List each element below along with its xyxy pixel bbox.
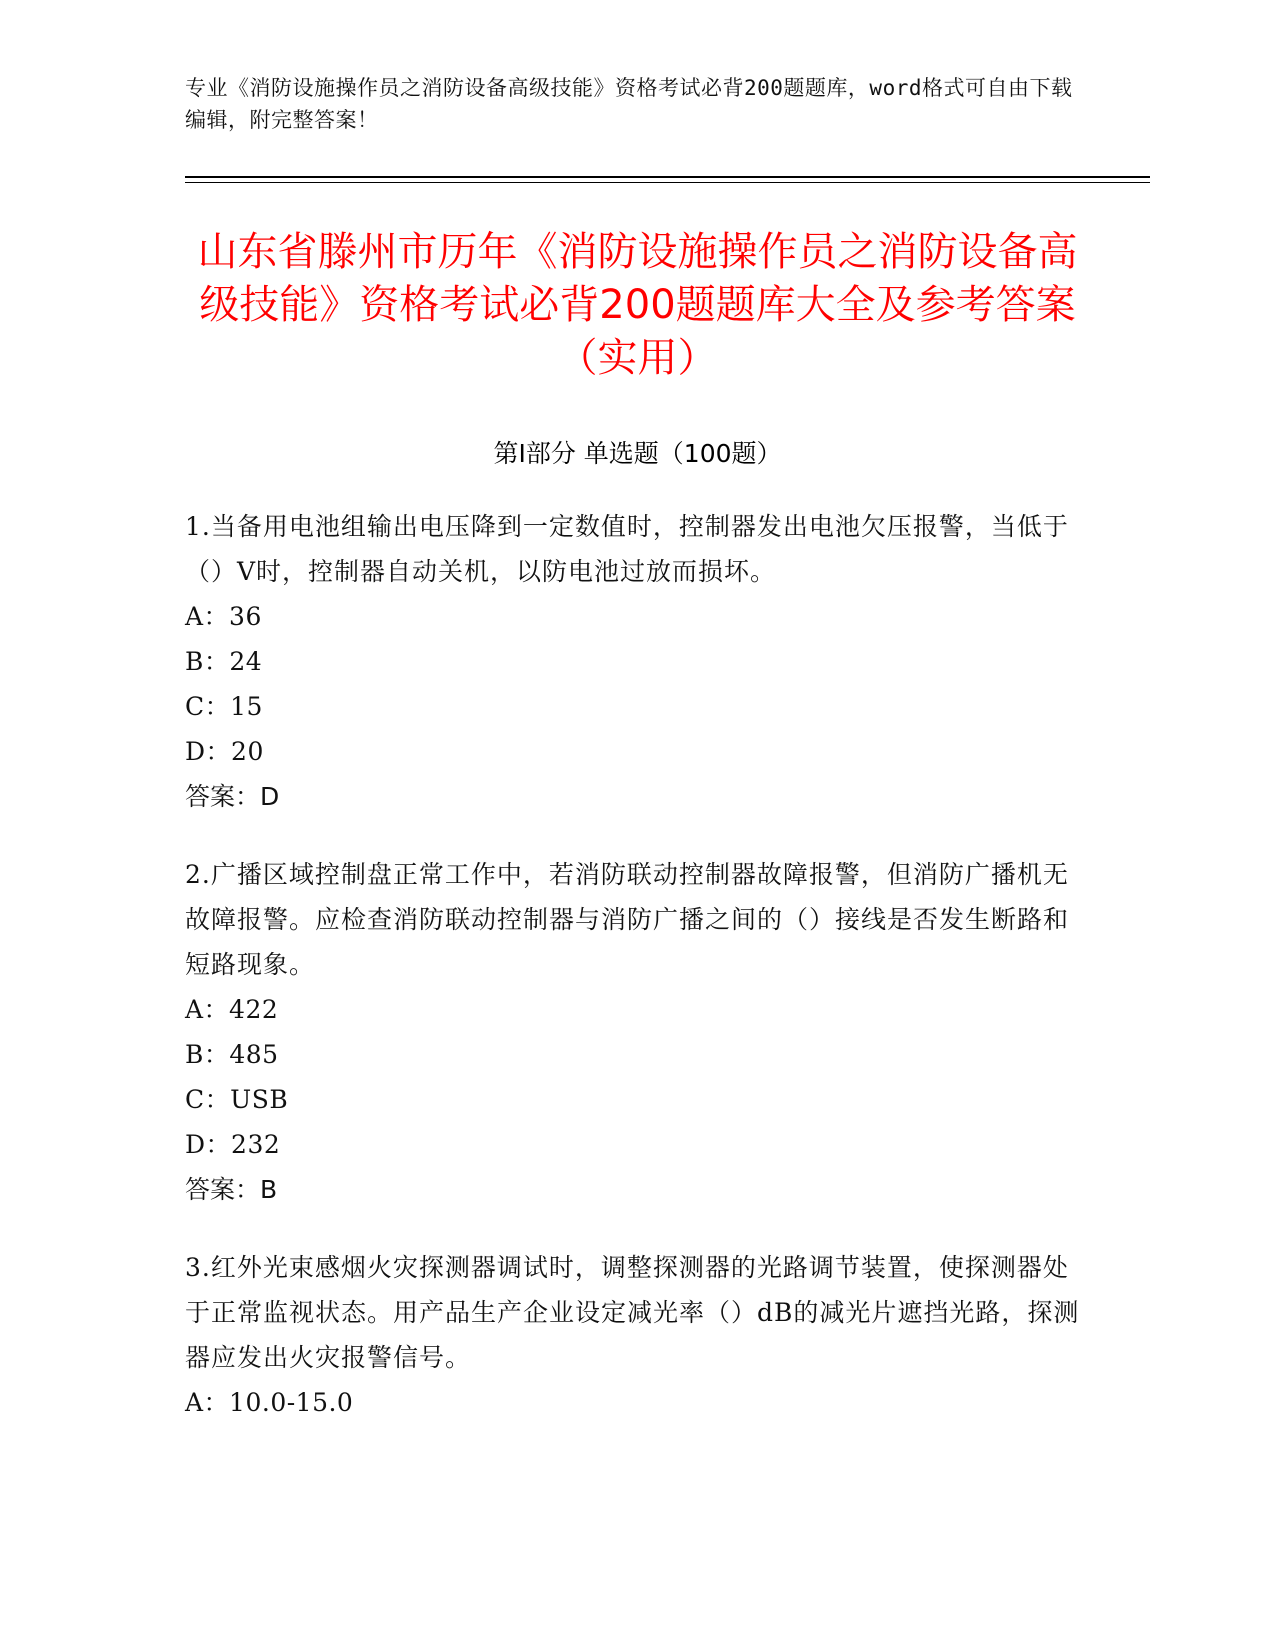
- option-a: A：10.0-15.0: [185, 1388, 354, 1417]
- header-note: 专业《消防设施操作员之消防设备高级技能》资格考试必背200题题库，word格式可自由下载编辑，附完整答案！: [185, 76, 1073, 132]
- question-text: 1.当备用电池组输出电压降到一定数值时，控制器发出电池欠压报警，当低于（）V时，控制器自动关机，以防电池过放而损坏。: [185, 512, 1069, 586]
- question-3: [185, 1245, 1090, 1425]
- option-c: C：USB: [185, 1085, 289, 1114]
- option-b: B：485: [185, 1040, 279, 1069]
- header-rule-thick: [185, 176, 1150, 178]
- answer: 答案：D: [185, 782, 280, 811]
- section-heading: 第Ⅰ部分 单选题（100题）: [493, 439, 782, 468]
- option-d: D：20: [185, 737, 264, 766]
- option-d: D：232: [185, 1130, 281, 1159]
- header-rule-thin: [185, 182, 1150, 183]
- option-a: A：422: [185, 995, 279, 1024]
- option-a: A：36: [185, 602, 262, 631]
- option-b: B：24: [185, 647, 263, 676]
- document-title: 山东省滕州市历年《消防设施操作员之消防设备高级技能》资格考试必背200题题库大全及参考答案（实用）: [197, 229, 1078, 381]
- answer: 答案：B: [185, 1175, 278, 1204]
- question-1: [185, 504, 1090, 819]
- question-2: [185, 852, 1090, 1212]
- question-text: 2.广播区域控制盘正常工作中，若消防联动控制器故障报警，但消防广播机无故障报警。应检查消防联动控制器与消防广播之间的（）接线是否发生断路和短路现象。: [185, 860, 1070, 979]
- question-text: 3.红外光束感烟火灾探测器调试时，调整探测器的光路调节装置，使探测器处于正常监视状态。用产品生产企业设定减光率（）dB的减光片遮挡光路，探测器应发出火灾报警信号。: [185, 1253, 1080, 1372]
- option-c: C：15: [185, 692, 263, 721]
